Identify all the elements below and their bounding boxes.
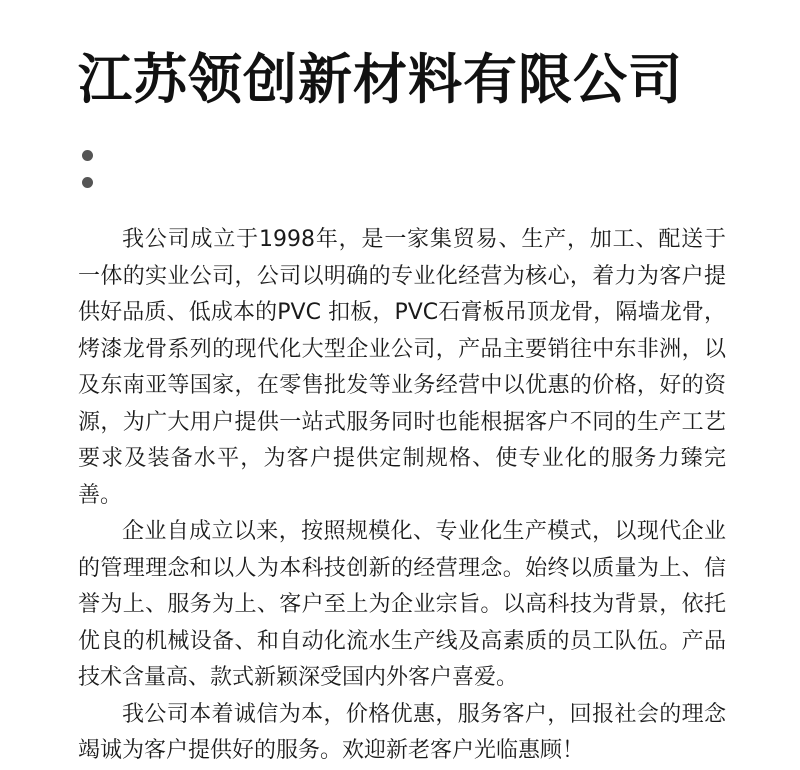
intro-paragraph: 我公司成立于1998年，是一家集贸易、生产，加工、配送于一体的实业公司，公司以明确的专业化经营为核心，着力为客户提供好品质、低成本的PVC 扣板，PVC石膏板吊顶龙骨，隔墙龙骨，烤漆龙骨系列的现代化大型企业公司，产品主要销往中东非洲，以及东南亚等国家，在零售批发等业务经营中以优惠的价格，好的资源，为广大用户提供一站式服务同时也能根据客户不同的生产工艺要求及装备水平，为客户提供定制规格、使专业化的服务力臻完善。: [78, 227, 726, 508]
bullet-dot-icon: [82, 150, 93, 161]
decorative-dots: [82, 150, 94, 204]
intro-paragraph: 我公司本着诚信为本，价格优惠，服务客户，回报社会的理念竭诚为客户提供好的服务。欢迎新老客户光临惠顾！: [78, 701, 726, 763]
bullet-dot-icon: [82, 177, 93, 188]
company-introduction: [78, 222, 726, 770]
page-title: 江苏领创新材料有限公司: [78, 48, 683, 111]
intro-paragraph: 企业自成立以来，按照规模化、专业化生产模式，以现代企业的管理理念和以人为本科技创新的经营理念。始终以质量为上、信誉为上、服务为上、客户至上为企业宗旨。以高科技为背景，依托优良的机械设备、和自动化流水生产线及高素质的员工队伍。产品技术含量高、款式新颖深受国内外客户喜爱。: [78, 519, 726, 690]
